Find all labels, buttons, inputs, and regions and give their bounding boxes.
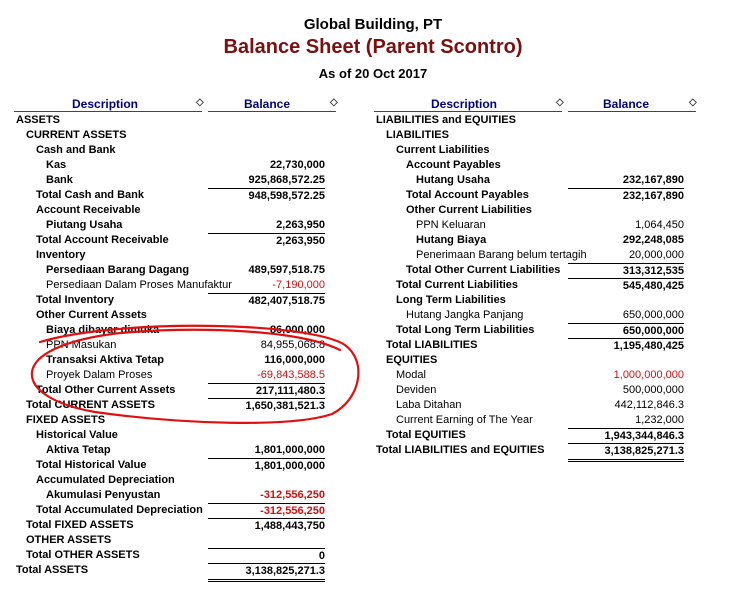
- row-balance: 545,480,425: [568, 278, 684, 294]
- table-row[interactable]: [360, 443, 700, 458]
- row-label: Hutang Jangka Panjang: [406, 309, 524, 321]
- row-balance: 442,112,846.3: [614, 399, 684, 411]
- row-balance: 2,263,950: [208, 233, 325, 249]
- table-row[interactable]: [0, 548, 340, 563]
- row-label: Account Receivable: [36, 204, 141, 216]
- row-balance: 925,868,572.25: [248, 174, 325, 186]
- row-label: Total Historical Value: [36, 459, 147, 471]
- company-name: Global Building, PT: [303, 16, 443, 33]
- row-label: Total Account Payables: [406, 189, 529, 201]
- row-label: Hutang Biaya: [416, 234, 487, 246]
- table-row[interactable]: [0, 503, 340, 518]
- table-row[interactable]: [360, 203, 700, 218]
- table-row[interactable]: [360, 263, 700, 278]
- row-label: Current Liabilities: [396, 144, 490, 156]
- table-row[interactable]: [0, 143, 340, 158]
- table-row[interactable]: [0, 533, 340, 548]
- row-label: Total Other Current Liabilities: [406, 264, 561, 276]
- row-balance: 482,407,518.75: [208, 293, 325, 309]
- sort-diamond-icon[interactable]: ◇: [556, 97, 564, 108]
- row-label: Bank: [46, 174, 73, 186]
- left-column-header: [0, 97, 350, 111]
- sort-diamond-icon[interactable]: ◇: [689, 97, 697, 108]
- left-balance-header[interactable]: Balance: [244, 97, 291, 111]
- row-label: FIXED ASSETS: [26, 414, 106, 426]
- table-row[interactable]: [0, 518, 340, 533]
- row-label: Account Payables: [406, 159, 501, 171]
- table-row[interactable]: [360, 428, 700, 443]
- row-balance: 650,000,000: [568, 323, 684, 339]
- table-row[interactable]: [360, 128, 700, 143]
- table-row[interactable]: [360, 143, 700, 158]
- row-balance: 3,138,825,271.3: [568, 443, 684, 462]
- row-label: PPN Keluaran: [416, 219, 486, 231]
- row-balance: 86,000,000: [269, 324, 325, 336]
- table-row[interactable]: [0, 113, 340, 128]
- row-balance: 232,167,890: [622, 174, 684, 186]
- row-label: Modal: [396, 369, 426, 381]
- row-balance: 1,232,000: [635, 414, 684, 426]
- right-header-rule: [568, 111, 696, 112]
- row-label: Deviden: [396, 384, 437, 396]
- row-balance: 3,138,825,271.3: [208, 563, 325, 582]
- row-label: Total LIABILITIES and EQUITIES: [376, 444, 545, 456]
- left-description-header[interactable]: Description: [72, 97, 139, 111]
- table-row[interactable]: [360, 353, 700, 368]
- table-row[interactable]: [0, 203, 340, 218]
- right-column-header: [360, 97, 700, 111]
- table-row[interactable]: [360, 368, 700, 383]
- row-balance: 500,000,000: [622, 384, 684, 396]
- row-balance: -312,556,250: [208, 503, 325, 519]
- row-label: Penerimaan Barang belum tertagih: [416, 249, 587, 261]
- table-row[interactable]: [360, 398, 700, 413]
- row-balance: 1,488,443,750: [208, 518, 325, 534]
- table-row[interactable]: [0, 458, 340, 473]
- table-row[interactable]: [360, 278, 700, 293]
- table-row[interactable]: [360, 293, 700, 308]
- row-balance: 116,000,000: [264, 354, 325, 366]
- table-row[interactable]: [360, 173, 700, 188]
- table-row[interactable]: [360, 323, 700, 338]
- row-label: Long Term Liabilities: [396, 294, 506, 306]
- table-row[interactable]: [0, 563, 340, 578]
- row-label: Aktiva Tetap: [46, 444, 111, 456]
- row-label: Total Account Receivable: [36, 234, 169, 246]
- sort-diamond-icon[interactable]: ◇: [330, 97, 338, 108]
- row-label: PPN Masukan: [46, 339, 117, 351]
- table-row[interactable]: [0, 473, 340, 488]
- row-balance: 292,248,085: [622, 234, 684, 246]
- table-row[interactable]: [0, 218, 340, 233]
- row-balance: -7,190,000: [272, 279, 325, 291]
- row-balance: -69,843,588.5: [257, 369, 325, 381]
- row-label: LIABILITIES and EQUITIES: [376, 114, 516, 126]
- row-balance: 2,263,950: [276, 219, 325, 231]
- row-balance: -312,556,250: [260, 489, 325, 501]
- row-label: Total Cash and Bank: [36, 189, 144, 201]
- table-row[interactable]: [0, 323, 340, 338]
- left-header-rule: [208, 111, 336, 112]
- liabilities-equities-panel: [360, 113, 700, 458]
- row-label: Hutang Usaha: [416, 174, 490, 186]
- row-balance: 0: [208, 548, 325, 564]
- table-row[interactable]: [0, 383, 340, 398]
- report-date: As of 20 Oct 2017: [318, 66, 428, 81]
- table-row[interactable]: [0, 428, 340, 443]
- row-balance: 1,195,480,425: [568, 338, 684, 354]
- row-label: Total CURRENT ASSETS: [26, 399, 155, 411]
- table-row[interactable]: [0, 263, 340, 278]
- row-label: Biaya dibayar dimuka: [46, 324, 160, 336]
- row-balance: 313,312,535: [568, 263, 684, 279]
- row-label: Total EQUITIES: [386, 429, 466, 441]
- table-row[interactable]: [360, 338, 700, 353]
- row-label: LIABILITIES: [386, 129, 449, 141]
- sort-diamond-icon[interactable]: ◇: [196, 97, 204, 108]
- right-description-header[interactable]: Description: [431, 97, 498, 111]
- row-label: OTHER ASSETS: [26, 534, 112, 546]
- row-label: Kas: [46, 159, 67, 171]
- row-balance: 1,801,000,000: [208, 458, 325, 474]
- row-label: Laba Ditahan: [396, 399, 462, 411]
- table-row[interactable]: [360, 248, 700, 263]
- assets-panel: [0, 113, 340, 578]
- row-label: Accumulated Depreciation: [36, 474, 175, 486]
- table-row[interactable]: [0, 293, 340, 308]
- table-row[interactable]: [0, 443, 340, 458]
- table-row[interactable]: [0, 158, 340, 173]
- table-row[interactable]: [360, 383, 700, 398]
- table-row[interactable]: [0, 188, 340, 203]
- row-label: EQUITIES: [386, 354, 438, 366]
- table-row[interactable]: [0, 368, 340, 383]
- row-label: Current Earning of The Year: [396, 414, 533, 426]
- row-label: Total Other Current Assets: [36, 384, 176, 396]
- row-balance: 1,943,344,846.3: [568, 428, 684, 444]
- table-row[interactable]: [0, 278, 340, 293]
- row-balance: 489,597,518.75: [248, 264, 325, 276]
- table-row[interactable]: [0, 233, 340, 248]
- table-row[interactable]: [360, 158, 700, 173]
- table-row[interactable]: [0, 488, 340, 503]
- row-label: Total ASSETS: [16, 564, 89, 576]
- row-label: Total Inventory: [36, 294, 115, 306]
- row-label: Historical Value: [36, 429, 118, 441]
- table-row[interactable]: [0, 128, 340, 143]
- row-label: Total FIXED ASSETS: [26, 519, 134, 531]
- row-balance: 948,598,572.25: [208, 188, 325, 204]
- row-label: Other Current Assets: [36, 309, 147, 321]
- row-label: Proyek Dalam Proses: [46, 369, 153, 381]
- row-label: Piutang Usaha: [46, 219, 123, 231]
- row-balance: 20,000,000: [628, 249, 684, 261]
- right-header-rule: [374, 111, 562, 112]
- row-balance: 650,000,000: [622, 309, 684, 321]
- row-label: Transaksi Aktiva Tetap: [46, 354, 164, 366]
- row-label: Total LIABILITIES: [386, 339, 478, 351]
- row-balance: 1,064,450: [635, 219, 684, 231]
- row-balance: 22,730,000: [269, 159, 325, 171]
- report-title: Balance Sheet (Parent Scontro): [223, 36, 523, 58]
- row-label: Persediaan Barang Dagang: [46, 264, 190, 276]
- row-label: Total Current Liabilities: [396, 279, 519, 291]
- row-label: Total Accumulated Depreciation: [36, 504, 203, 516]
- right-balance-header[interactable]: Balance: [603, 97, 650, 111]
- table-row[interactable]: [360, 218, 700, 233]
- row-label: Cash and Bank: [36, 144, 116, 156]
- table-row[interactable]: [360, 188, 700, 203]
- row-label: Total Long Term Liabilities: [396, 324, 535, 336]
- row-label: Inventory: [36, 249, 86, 261]
- left-header-rule: [14, 111, 202, 112]
- row-balance: 232,167,890: [568, 188, 684, 204]
- row-balance: 1,650,381,521.3: [208, 398, 325, 414]
- row-balance: 217,111,480.3: [208, 383, 325, 399]
- row-balance: 1,801,000,000: [254, 444, 325, 456]
- row-label: Total OTHER ASSETS: [26, 549, 140, 561]
- row-balance: 1,000,000,000: [613, 369, 684, 381]
- table-row[interactable]: [0, 338, 340, 353]
- table-row[interactable]: [0, 413, 340, 428]
- table-row[interactable]: [360, 233, 700, 248]
- row-label: ASSETS: [16, 114, 61, 126]
- row-label: CURRENT ASSETS: [26, 129, 127, 141]
- table-row[interactable]: [360, 413, 700, 428]
- table-row[interactable]: [0, 308, 340, 323]
- table-row[interactable]: [0, 398, 340, 413]
- table-row[interactable]: [0, 173, 340, 188]
- row-label: Other Current Liabilities: [406, 204, 532, 216]
- table-row[interactable]: [360, 308, 700, 323]
- row-label: Persediaan Dalam Proses Manufaktur: [46, 279, 232, 291]
- table-row[interactable]: [0, 248, 340, 263]
- row-label: Akumulasi Penyustan: [46, 489, 161, 501]
- table-row[interactable]: [0, 353, 340, 368]
- row-balance: 84,955,068.8: [260, 339, 325, 351]
- table-row[interactable]: [360, 113, 700, 128]
